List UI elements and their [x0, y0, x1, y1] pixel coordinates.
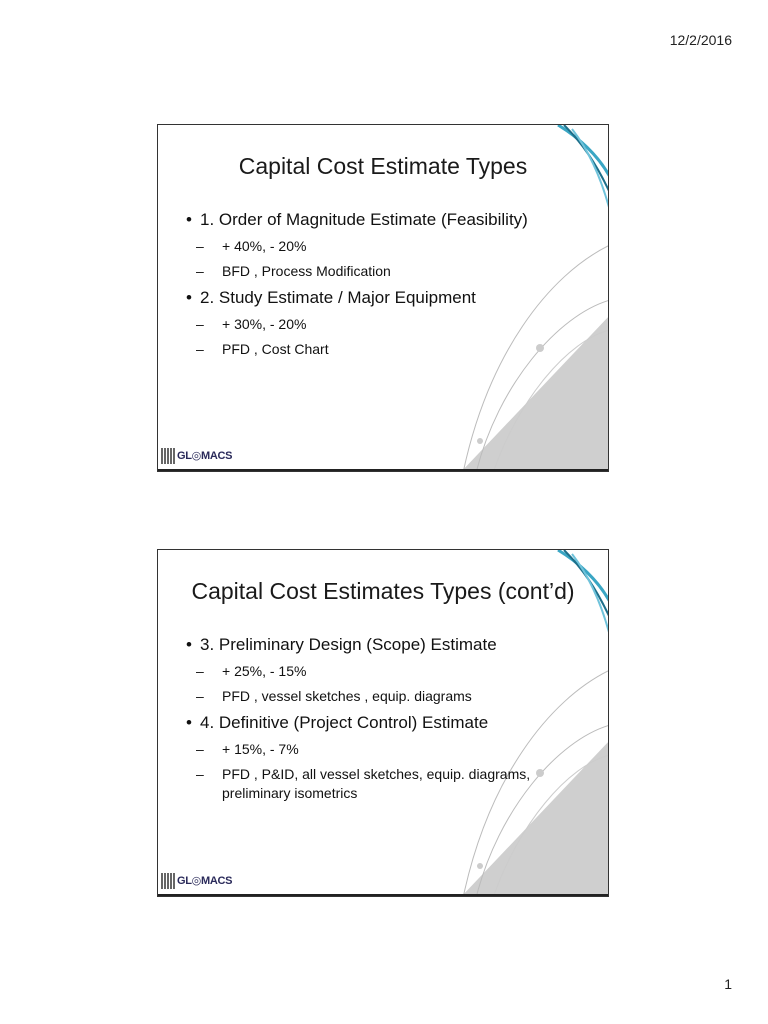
slide-bottom-rule — [158, 469, 608, 471]
sub-bullet: – PFD , P&ID, all vessel sketches, equip. diagrams, preliminary isometrics — [196, 765, 588, 803]
sub-bullet: – + 30%, - 20% — [196, 315, 588, 334]
sub-bullet: – PFD , vessel sketches , equip. diagrams — [196, 687, 588, 706]
sub-bullet: – PFD , Cost Chart — [196, 340, 588, 359]
logo-wordmark: GL◎MACS — [177, 449, 233, 462]
node-dot — [477, 863, 483, 869]
bullet-item: • 4. Definitive (Project Control) Estimate — [186, 712, 588, 734]
slide-bottom-rule — [158, 894, 608, 896]
bullet-list — [186, 634, 588, 809]
glomacs-logo — [161, 446, 233, 466]
page-number: 1 — [724, 976, 732, 992]
slide-2 — [157, 549, 609, 897]
logo-bars-icon — [161, 448, 175, 464]
bullet-item: • 1. Order of Magnitude Estimate (Feasibility) — [186, 209, 588, 231]
page-date: 12/2/2016 — [669, 32, 732, 48]
logo-wordmark: GL◎MACS — [177, 874, 233, 887]
slide-1 — [157, 124, 609, 472]
logo-bars-icon — [161, 873, 175, 889]
sub-bullet: – + 15%, - 7% — [196, 740, 588, 759]
slide-title: Capital Cost Estimate Types — [238, 153, 528, 179]
glomacs-logo — [161, 871, 233, 891]
bullet-item: • 3. Preliminary Design (Scope) Estimate — [186, 634, 588, 656]
bullet-item: • 2. Study Estimate / Major Equipment — [186, 287, 588, 309]
node-dot — [477, 438, 483, 444]
bullet-list — [186, 209, 588, 365]
sub-bullet: – + 25%, - 15% — [196, 662, 588, 681]
slide-title: Capital Cost Estimates Types (cont’d) — [191, 578, 575, 604]
sub-bullet: – + 40%, - 20% — [196, 237, 588, 256]
sub-bullet: – BFD , Process Modification — [196, 262, 588, 281]
